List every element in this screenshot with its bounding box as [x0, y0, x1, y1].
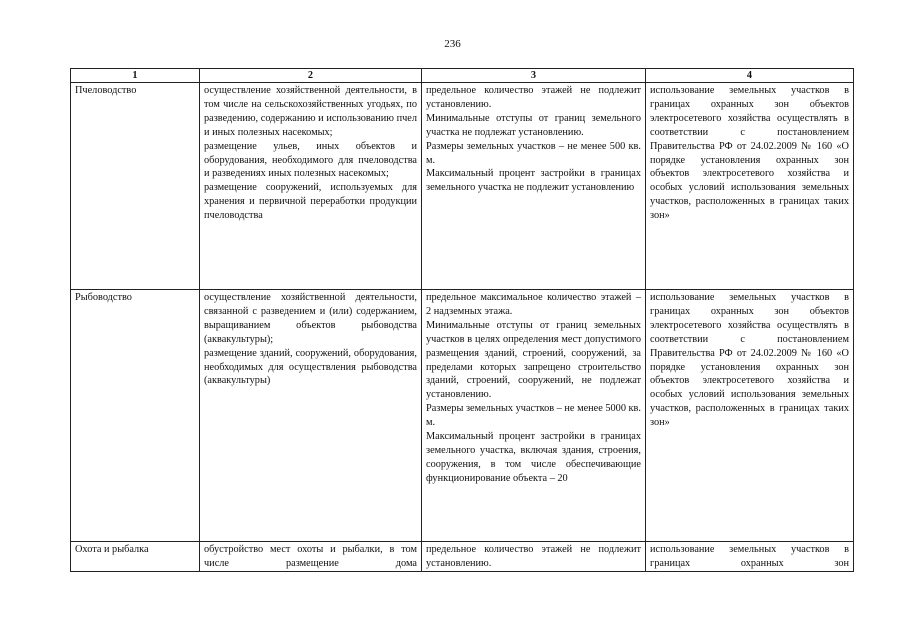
restriction-paragraph: использование земельных участков в границах охранных зон объектов электросетевого хозяйства осуществлять в соответствии с постановлением Правительства РФ от 24.02.2009 № 160 «О порядке установления охранных зон объектов электросетевого хозяйства и особых условий использования земельных участков, расположенных в границах таких зон» [650, 292, 849, 429]
table-row [71, 290, 854, 542]
column-header-4: 4 [646, 69, 854, 83]
parameter-paragraph: предельное количество этажей не подлежит установлению. [426, 544, 641, 569]
description-paragraph: размещение зданий, сооружений, оборудования, необходимых для осуществления рыбоводства (аквакультуры) [204, 347, 417, 387]
land-use-name-cell: Охота и рыбалка [71, 542, 200, 572]
land-use-name-cell: Пчеловодство [71, 83, 200, 290]
description-paragraph: размещение ульев, иных объектов и оборудования, необходимого для пчеловодства и разведениях иных полезных насекомых; [204, 140, 417, 180]
description-paragraph: обустройство мест охоты и рыбалки, в том числе размещение дома [204, 544, 417, 569]
land-use-name-cell: Рыбоводство [71, 290, 200, 542]
construction-parameters-cell [422, 542, 646, 572]
table-row [71, 83, 854, 290]
description-paragraph: размещение сооружений, используемых для хранения и первичной переработки продукции пчеловодства [204, 182, 417, 222]
restrictions-cell [646, 542, 854, 572]
parameter-paragraph: Размеры земельных участков – не менее 5000 кв. м. [426, 403, 641, 429]
permitted-use-description-cell [200, 83, 422, 290]
parameter-paragraph: Размеры земельных участков – не менее 500 кв. м. [426, 140, 641, 166]
restrictions-cell [646, 83, 854, 290]
parameter-paragraph: предельное максимальное количество этажей – 2 надземных этажа. [426, 292, 641, 317]
construction-parameters-cell [422, 83, 646, 290]
column-header-2: 2 [200, 69, 422, 83]
column-header-3: 3 [422, 69, 646, 83]
parameter-paragraph: Максимальный процент застройки в границах земельного участка не подлежит установлению [426, 168, 641, 194]
parameter-paragraph: Минимальные отступы от границ земельного участка не подлежат установлению. [426, 112, 641, 138]
table-row [71, 542, 854, 572]
column-header-1: 1 [71, 69, 200, 83]
restriction-paragraph: использование земельных участков в границах охранных зон [650, 544, 849, 569]
permitted-use-description-cell [200, 290, 422, 542]
parameter-paragraph: Максимальный процент застройки в границах земельного участка, включая здания, строения, сооружения, в том числе обеспечивающие функционирование объекта – 20 [426, 431, 641, 484]
description-paragraph: осуществление хозяйственной деятельности, в том числе на сельскохозяйственных угодьях, по разведению, содержанию и использованию пчел и иных полезных насекомых; [204, 85, 417, 138]
description-paragraph: осуществление хозяйственной деятельности, связанной с разведением и (или) содержанием, выращиванием объектов рыбоводства (аквакультуры); [204, 292, 417, 345]
parameter-paragraph: Минимальные отступы от границ земельных участков в целях определения мест допустимого размещения зданий, строений, сооружений, за пределами которых запрещено строительство зданий, строений, сооружений, не подлежат установлению. [426, 319, 641, 401]
table-header-row [71, 69, 854, 83]
page-number: 236 [444, 38, 461, 50]
permitted-use-description-cell [200, 542, 422, 572]
parameter-paragraph: предельное количество этажей не подлежит установлению. [426, 85, 641, 110]
zoning-regulations-table [70, 68, 854, 572]
construction-parameters-cell [422, 290, 646, 542]
restriction-paragraph: использование земельных участков в границах охранных зон объектов электросетевого хозяйства осуществлять в соответствии с постановлением Правительства РФ от 24.02.2009 № 160 «О порядке установления охранных зон объектов электросетевого хозяйства и особых условий использования земельных участков, расположенных в границах таких зон» [650, 85, 849, 222]
restrictions-cell [646, 290, 854, 542]
